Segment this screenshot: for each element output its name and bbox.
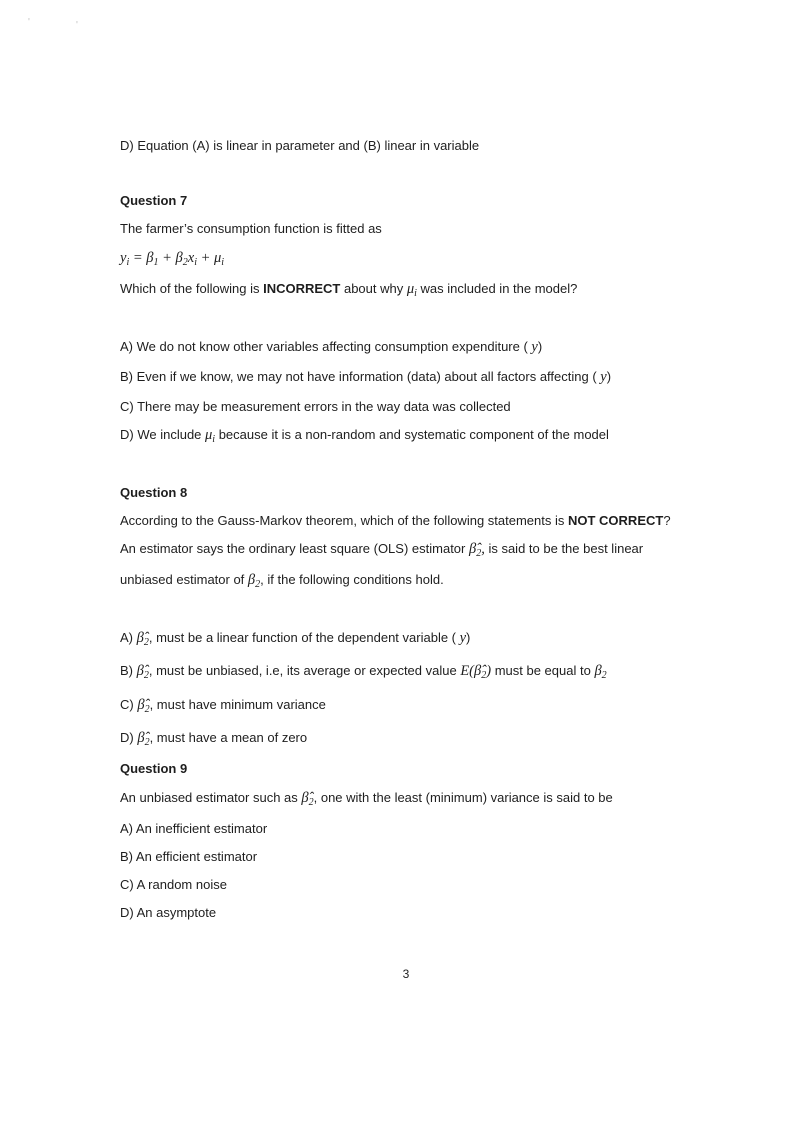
question-7-option-c: C) There may be measurement errors in the way data was collected (120, 399, 511, 414)
question-7-option-a: A) We do not know other variables affecting consumption expenditure ( y) (120, 339, 543, 355)
question-8-option-c: C) $\betâ_2$, must have minimum variance (120, 697, 326, 715)
question-9-block (120, 761, 692, 921)
question-8-title: Question 8 (120, 485, 188, 500)
question-8-option-a: A) $\betâ_2$, must be a linear function of the dependent variable ( y) (120, 630, 471, 648)
question-9-title: Question 9 (120, 761, 188, 776)
question-9-option-c: C) A random noise (120, 877, 227, 892)
question-7-block (120, 193, 692, 443)
question-8-body-line1: According to the Gauss-Markov theorem, which of the following statements is NOT CORRECT? (120, 513, 671, 528)
question-8-option-d: D) $\betâ_2$, must have a mean of zero (120, 730, 308, 748)
question-9-option-b: B) An efficient estimator (120, 849, 258, 864)
question-7-intro: The farmer’s consumption function is fitted as (120, 221, 382, 236)
question-9-option-d: D) An asymptote (120, 905, 217, 920)
question-9-body: An unbiased estimator such as $\betâ_2$, one with the least (minimum) variance is said to be (120, 790, 613, 808)
question-7-option-d: D) We include $\mu_i$ because it is a non-random and systematic component of the model (120, 427, 609, 445)
carryover-option-d: D) Equation (A) is linear in parameter and (B) linear in variable (120, 138, 480, 153)
question-7-option-b: B) Even if we know, we may not have information (data) about all factors affecting ( y) (120, 369, 612, 385)
question-7-question: Which of the following is INCORRECT about why $\mu_i$ was included in the model? (120, 281, 578, 299)
question-7-formula: $y_i = \beta_1 + \beta_2x_i + \mu_i$ (120, 250, 225, 268)
question-8-block (120, 485, 692, 746)
page-body (120, 138, 692, 982)
question-8-body-line2: An estimator says the ordinary least square (OLS) estimator $\betâ_2$, is said to be the best linear (120, 541, 644, 559)
scan-artifact-right: ' (76, 20, 78, 31)
question-8-option-b: B) $\betâ_2$, must be unbiased, i.e, its average or expected value $E(\betâ_2)$ must be equal to $\beta_2$ (120, 663, 607, 681)
question-8-body-line3: unbiased estimator of $\beta_2$, if the following conditions hold. (120, 572, 444, 590)
page-number: 3 (402, 967, 410, 981)
question-7-title: Question 7 (120, 193, 188, 208)
question-9-option-a: A) An inefficient estimator (120, 821, 268, 836)
scan-artifact-left: ' (28, 17, 30, 28)
